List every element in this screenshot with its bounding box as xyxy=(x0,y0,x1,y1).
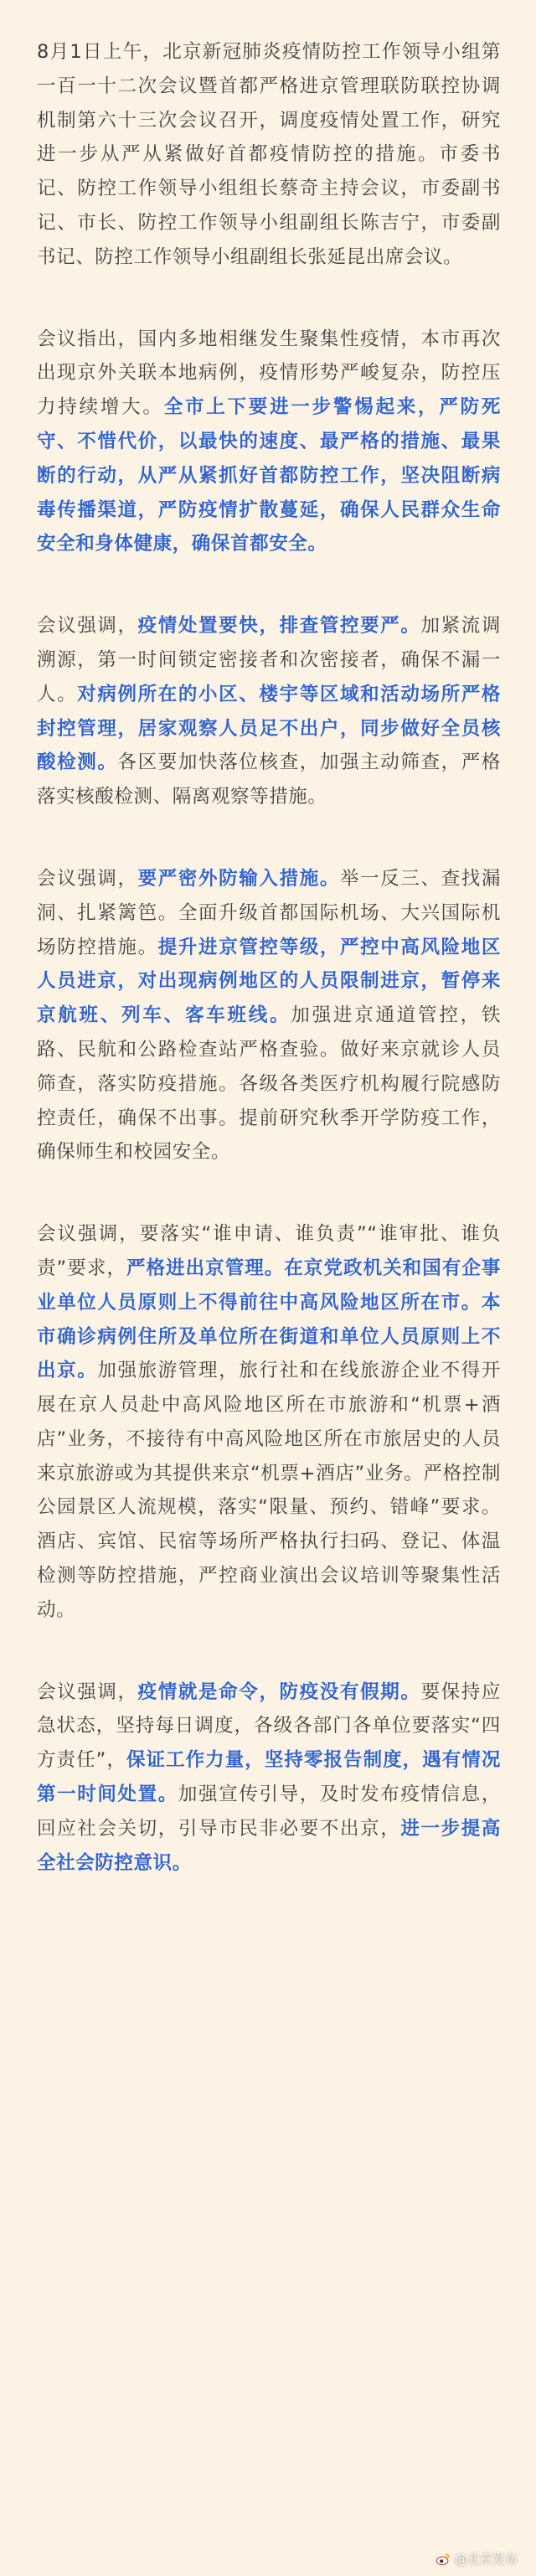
highlight-segment: 全市上下要进一步警惕起来，严防死守、不惜代价，以最快的速度、最严格的措施、最果断的行动，从严从紧抓好首都防控工作，坚决阻断病毒传播渠道，严防疫情扩散蔓延，确保人民群众生命安全和身体健康，确保首都安全。 xyxy=(37,396,501,555)
weibo-icon xyxy=(436,2552,451,2567)
text-segment: 会议强调， xyxy=(37,1680,138,1703)
paragraph-outbreak-handling xyxy=(37,609,501,814)
text-segment: 加强进京通道管控，铁路、民航和公路检查站严格查验。做好来京就诊人员筛查，落实防疫措施。各级各类医疗机构履行院感防控责任，确保不出事。提前研究秋季开学防疫工作，确保师生和校园安全。 xyxy=(37,1004,501,1164)
text-segment: 要保持应急状态，坚持每日调度，各级各部门各单位要落实“四方责任”， xyxy=(37,1680,501,1772)
text-segment: 会议强调， xyxy=(37,867,138,890)
paragraph-import-prevention xyxy=(37,862,501,1169)
weibo-watermark xyxy=(436,2550,518,2568)
paragraph-travel-management xyxy=(37,1217,501,1628)
paragraph-emergency-state xyxy=(37,1675,501,1881)
text-segment: 会议强调，要落实“谁申请、谁负责”“谁审批、谁负责”要求， xyxy=(37,1223,501,1279)
watermark-text: @北京发布 xyxy=(454,2552,518,2567)
text-segment: 加紧流调溯源，第一时间锁定密接者和次密接者，确保不漏一人。 xyxy=(37,615,501,705)
paragraph-meeting-intro xyxy=(37,35,501,275)
text-segment: 加强宣传引导，及时发布疫情信息，回应社会关切，引导市民非必要不出京， xyxy=(37,1784,501,1840)
highlight-segment: 疫情就是命令，防疫没有假期。 xyxy=(137,1680,421,1703)
text-segment: 各区要加快落位核查，加强主动筛查，严格落实核酸检测、隔离观察等措施。 xyxy=(37,751,501,808)
highlight-segment: 疫情处置要快，排查管控要严。 xyxy=(137,615,421,638)
highlight-segment: 保证工作力量，坚持零报告制度，遇有情况第一时间处置。 xyxy=(37,1749,501,1806)
highlight-segment: 严格进出京管理。在京党政机关和国有企事业单位人员原则上不得前往中高风险地区所在市。本市确诊病例住所及单位所在街道和单位人员原则上不出京。 xyxy=(37,1257,501,1382)
highlight-segment: 提升进京管控等级，严控中高风险地区人员进京，对出现病例地区的人员限制进京，暂停来京航班、列车、客车班线。 xyxy=(37,936,501,1027)
paragraph-situation xyxy=(37,323,501,562)
text-segment: 举一反三、查找漏洞、扎紧篱笆。全面升级首都国际机场、大兴国际机场防控措施。 xyxy=(37,867,501,958)
highlight-segment: 对病例所在的小区、楼宇等区域和活动场所严格封控管理，居家观察人员足不出户，同步做好全员核酸检测。 xyxy=(37,683,501,774)
highlight-segment: 进一步提高全社会防控意识。 xyxy=(37,1817,501,1874)
text-segment: 会议指出，国内多地相继发生聚集性疫情，本市再次出现京外关联本地病例，疫情形势严峻复杂，防控压力持续增大。 xyxy=(37,328,501,419)
text-segment: 8月1日上午，北京新冠肺炎疫情防控工作领导小组第一百一十二次会议暨首都严格进京管理联防联控协调机制第六十三次会议召开，调度疫情处置工作，研究进一步从严从紧做好首都疫情防控的措施。市委书记、防控工作领导小组组长蔡奇主持会议，市委副书记、市长、防控工作领导小组副组长陈吉宁，市委副书记、防控工作领导小组副组长张延昆出席会议。 xyxy=(37,41,501,268)
highlight-segment: 要严密外防输入措施。 xyxy=(137,867,340,890)
text-segment: 加强旅游管理，旅行社和在线旅游企业不得开展在京人员赴中高风险地区所在市旅游和“机票+酒店”业务，不接待有中高风险地区所在市旅居史的人员来京旅游或为其提供来京“机票+酒店”业务。严格控制公园景区人流规模，落实“限量、预约、错峰”要求。酒店、宾馆、民宿等场所严格执行扫码、登记、体温检测等防控措施，严控商业演出会议培训等聚集性活动。 xyxy=(37,1360,501,1621)
text-segment: 会议强调， xyxy=(37,615,138,638)
